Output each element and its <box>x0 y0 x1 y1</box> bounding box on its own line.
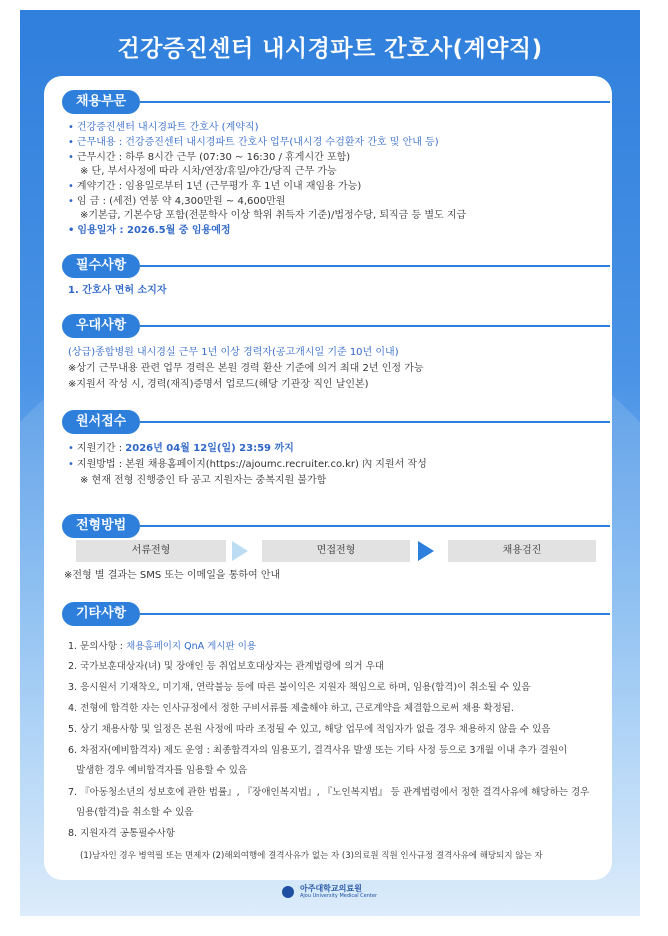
preferred-career: (상급)종합병원 내시경실 근무 1년 이상 경력자(공고개시일 기준 10년 이내) <box>68 347 399 358</box>
etc-item-7-cont: 임용(합격)을 취소할 수 있음 <box>76 807 194 818</box>
apply-period-date: 2026년 04월 12일(일) 23:59 까지 <box>125 443 294 454</box>
etc-item-7: 7. 『아동청소년의 성보호에 관한 법률』, 『장애인복지법』, 『노인복지법』 등 관계법령에서 정한 결격사유에 해당하는 경우 <box>68 787 590 798</box>
chevron-right-icon <box>232 541 248 561</box>
apply-note: ※ 현재 전형 진행중인 타 공고 지원자는 중복지원 불가함 <box>80 475 327 486</box>
hospital-logo-icon <box>282 886 294 898</box>
footer-sub: Ajou University Medical Center <box>300 893 378 899</box>
process-step-2: 면접전형 <box>262 540 410 562</box>
section-header-apply: 원서접수 <box>62 410 140 434</box>
section-header-required: 필수사항 <box>62 254 140 278</box>
section-rule <box>140 325 610 327</box>
chevron-right-icon <box>418 541 434 561</box>
etc-item-2: 2. 국가보훈대상자(녀) 및 장애인 등 취업보호대상자는 관계법령에 의거 우대 <box>68 661 384 672</box>
recruit-salary-note: ※기본급, 기본수당 포함(전문학사 이상 학위 취득자 기준)/법정수당, 퇴직금 등 별도 지급 <box>80 210 467 221</box>
etc-item-5: 5. 상기 채용사항 및 일정은 본원 사정에 따라 조정될 수 있고, 해당 업무에 적임자가 없을 경우 채용하지 않을 수 있음 <box>68 724 551 735</box>
recruit-start-date: • 임용일자 : 2026.5월 중 임용예정 <box>68 224 231 238</box>
section-header-preferred: 우대사항 <box>62 314 140 338</box>
preferred-note-2: ※지원서 작성 시, 경력(재직)증명서 업로드(해당 기관장 직인 날인본) <box>68 379 369 390</box>
footer-name: 아주대학교의료원 <box>300 884 362 893</box>
footer-logo <box>282 884 377 899</box>
required-license: 1. 간호사 면허 소지자 <box>68 285 167 296</box>
section-rule <box>140 613 610 615</box>
apply-period <box>68 442 294 456</box>
etc-item-3: 3. 응시원서 기재착오, 미기재, 연락불능 등에 따른 불이익은 지원자 책임으로 하며, 임용(합격)이 취소될 수 있음 <box>68 682 531 693</box>
process-step-3: 채용검진 <box>448 540 596 562</box>
recruit-position: • 건강증진센터 내시경파트 간호사 (계약직) <box>68 121 258 135</box>
section-rule <box>140 525 610 527</box>
section-header-recruit: 채용부문 <box>62 90 140 114</box>
process-note: ※전형 별 결과는 SMS 또는 이메일을 통하여 안내 <box>64 570 281 581</box>
etc-item-1 <box>68 640 256 654</box>
process-step-1: 서류전형 <box>76 540 226 562</box>
recruit-hours: • 근무시간 : 하루 8시간 근무 (07:30 ~ 16:30 / 휴게시간 포함) <box>68 151 350 165</box>
preferred-note-1: ※상기 근무내용 관련 업무 경력은 본원 경력 환산 기준에 의거 최대 2년 인정 가능 <box>68 363 424 374</box>
recruit-duty: • 근무내용 : 건강증진센터 내시경파트 간호사 업무(내시경 수검환자 간호 및 안내 등) <box>68 136 439 150</box>
etc-item-4: 4. 전형에 합격한 자는 인사규정에서 정한 구비서류를 제출해야 하고, 근로계약을 체결함으로써 채용 확정됨. <box>68 703 514 714</box>
recruit-salary: • 임 금 : (세전) 연봉 약 4,300만원 ~ 4,600만원 <box>68 195 285 209</box>
etc-item-8-detail: (1)남자인 경우 병역필 또는 면제자 (2)해외여행에 결격사유가 없는 자 (3)의료원 직원 인사규정 결격사유에 해당되지 않는 자 <box>80 851 543 861</box>
etc-item-6-cont: 발생한 경우 예비합격자를 임용할 수 있음 <box>76 765 248 776</box>
etc-qna-link[interactable]: 채용홈페이지 QnA 게시판 이용 <box>126 641 257 652</box>
etc-item-6: 6. 차점자(예비합격자) 제도 운영 : 최종합격자의 임용포기, 결격사유 발생 또는 기타 사정 등으로 3개월 이내 추가 결원이 <box>68 745 568 756</box>
recruit-contract: • 계약기간 : 임용일로부터 1년 (근무평가 후 1년 이내 재임용 가능) <box>68 180 361 194</box>
apply-method: • 지원방법 : 본원 채용홈페이지(https://ajoumc.recruiter.co.kr) 內 지원서 작성 <box>68 458 427 472</box>
section-header-process: 전형방법 <box>62 514 140 538</box>
etc-item-1-label: 1. 문의사항 : <box>68 641 127 652</box>
section-rule <box>140 265 610 267</box>
recruit-hours-note: ※ 단, 부서사정에 따라 시차/연장/휴일/야간/당직 근무 가능 <box>80 166 337 177</box>
section-rule <box>140 101 610 103</box>
etc-item-8: 8. 지원자격 공통필수사항 <box>68 828 175 839</box>
apply-period-label: 지원기간 : <box>76 443 126 454</box>
section-header-etc: 기타사항 <box>62 602 140 626</box>
section-rule <box>140 421 610 423</box>
page-title: 건강증진센터 내시경파트 간호사(계약직) <box>117 36 543 62</box>
